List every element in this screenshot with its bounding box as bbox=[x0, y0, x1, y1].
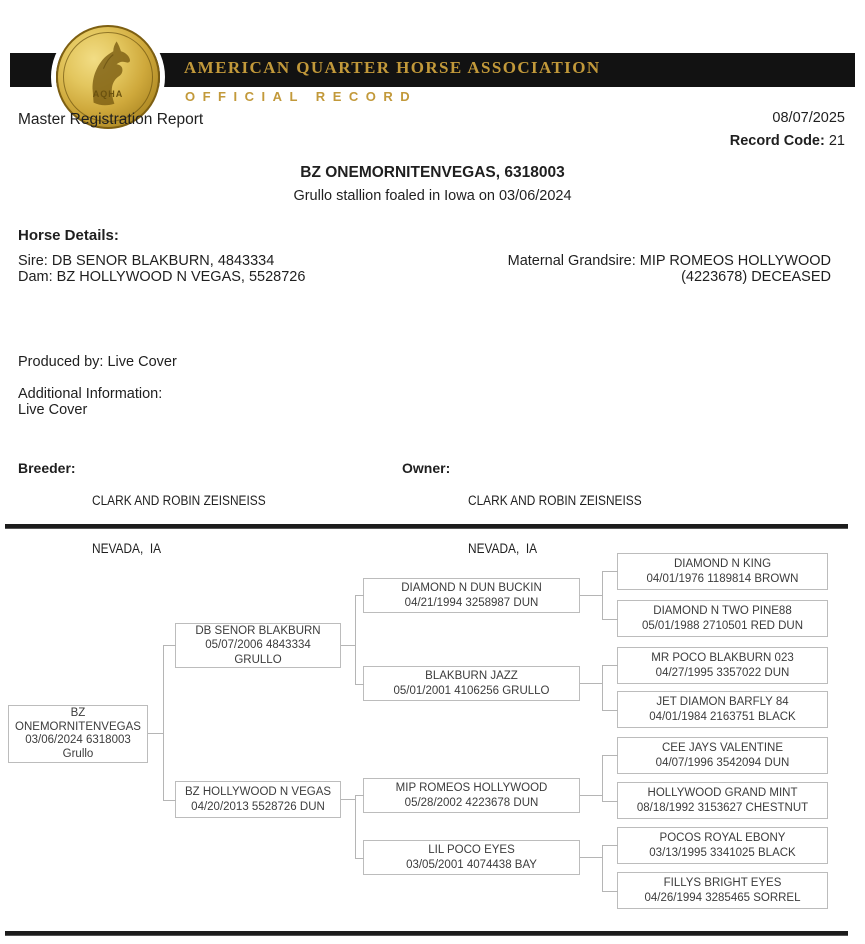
pedigree-box-g4-5: CEE JAYS VALENTINE 04/07/1996 3542094 DUN bbox=[617, 737, 828, 774]
official-record-label: OFFICIAL RECORD bbox=[185, 89, 418, 104]
pedigree-box-dam-dam: LIL POCO EYES 03/05/2001 4074438 BAY bbox=[363, 840, 580, 875]
sire-line: Sire: DB SENOR BLAKBURN, 4843334 bbox=[18, 253, 275, 269]
maternal-grandsire bbox=[508, 253, 831, 285]
additional-info-value: Live Cover bbox=[18, 402, 88, 418]
report-title: Master Registration Report bbox=[18, 111, 204, 128]
record-code-label: Record Code: bbox=[729, 133, 825, 149]
owner-label: Owner: bbox=[402, 460, 451, 476]
top-rule bbox=[5, 524, 848, 529]
pedigree-box-g4-2: DIAMOND N TWO PINE88 05/01/1988 2710501 RED DUN bbox=[617, 600, 828, 637]
owner-location: NEVADA, IA bbox=[468, 541, 538, 556]
pedigree-box-g4-8: FILLYS BRIGHT EYES 04/26/1994 3285465 SORREL bbox=[617, 872, 828, 909]
pedigree-connector bbox=[580, 683, 602, 684]
pedigree-box-g4-6: HOLLYWOOD GRAND MINT 08/18/1992 3153627 CHESTNUT bbox=[617, 782, 828, 819]
breeder-location: NEVADA, IA bbox=[92, 541, 162, 556]
aqha-acronym: AQHA bbox=[92, 89, 124, 99]
pedigree-box-g4-7: POCOS ROYAL EBONY 03/13/1995 3341025 BLACK bbox=[617, 827, 828, 864]
org-name: AMERICAN QUARTER HORSE ASSOCIATION bbox=[184, 58, 601, 77]
additional-info-label: Additional Information: bbox=[18, 386, 163, 402]
horse-title: BZ ONEMORNITENVEGAS, 6318003 bbox=[300, 164, 565, 181]
pedigree-connector bbox=[602, 665, 618, 711]
maternal-grandsire-line2: (4223678) DECEASED bbox=[681, 269, 831, 285]
record-code-value: 21 bbox=[824, 133, 845, 149]
pedigree-box-dam-sire: MIP ROMEOS HOLLYWOOD 05/28/2002 4223678 DUN bbox=[363, 778, 580, 813]
pedigree-connector bbox=[580, 595, 602, 596]
pedigree-box-subject: BZ ONEMORNITENVEGAS 03/06/2024 6318003 Grullo bbox=[8, 705, 148, 763]
dam-line: Dam: BZ HOLLYWOOD N VEGAS, 5528726 bbox=[18, 269, 306, 285]
pedigree-connector bbox=[355, 595, 364, 685]
report-date: 08/07/2025 bbox=[772, 110, 845, 126]
pedigree-box-dam: BZ HOLLYWOOD N VEGAS 04/20/2013 5528726 DUN bbox=[175, 781, 341, 818]
pedigree-connector bbox=[163, 645, 176, 801]
breeder-label: Breeder: bbox=[18, 460, 76, 476]
pedigree-box-sire-sire: DIAMOND N DUN BUCKIN 04/21/1994 3258987 DUN bbox=[363, 578, 580, 613]
pedigree-connector bbox=[580, 857, 602, 858]
breeder-name: CLARK AND ROBIN ZEISNEISS bbox=[92, 493, 266, 508]
bottom-rule bbox=[5, 931, 848, 936]
pedigree-box-g4-1: DIAMOND N KING 04/01/1976 1189814 BROWN bbox=[617, 553, 828, 590]
details-heading: Horse Details: bbox=[18, 227, 119, 244]
produced-by: Produced by: Live Cover bbox=[18, 354, 177, 370]
record-code bbox=[730, 133, 845, 149]
pedigree-box-sire: DB SENOR BLAKBURN 05/07/2006 4843334 GRULLO bbox=[175, 623, 341, 668]
pedigree-connector bbox=[355, 795, 364, 859]
pedigree-connector bbox=[602, 571, 618, 620]
pedigree-connector bbox=[580, 795, 602, 796]
pedigree-connector bbox=[341, 645, 355, 646]
pedigree-box-g4-4: JET DIAMON BARFLY 84 04/01/1984 2163751 BLACK bbox=[617, 691, 828, 728]
pedigree-connector bbox=[341, 799, 355, 800]
pedigree-connector bbox=[602, 755, 618, 802]
pedigree-box-g4-3: MR POCO BLAKBURN 023 04/27/1995 3357022 DUN bbox=[617, 647, 828, 684]
maternal-grandsire-line1: Maternal Grandsire: MIP ROMEOS HOLLYWOOD bbox=[507, 253, 831, 269]
pedigree-connector bbox=[148, 733, 163, 734]
horse-subtitle: Grullo stallion foaled in Iowa on 03/06/2024 bbox=[293, 188, 572, 204]
pedigree-connector bbox=[602, 845, 618, 892]
owner-name: CLARK AND ROBIN ZEISNEISS bbox=[468, 493, 642, 508]
pedigree-box-sire-dam: BLAKBURN JAZZ 05/01/2001 4106256 GRULLO bbox=[363, 666, 580, 701]
